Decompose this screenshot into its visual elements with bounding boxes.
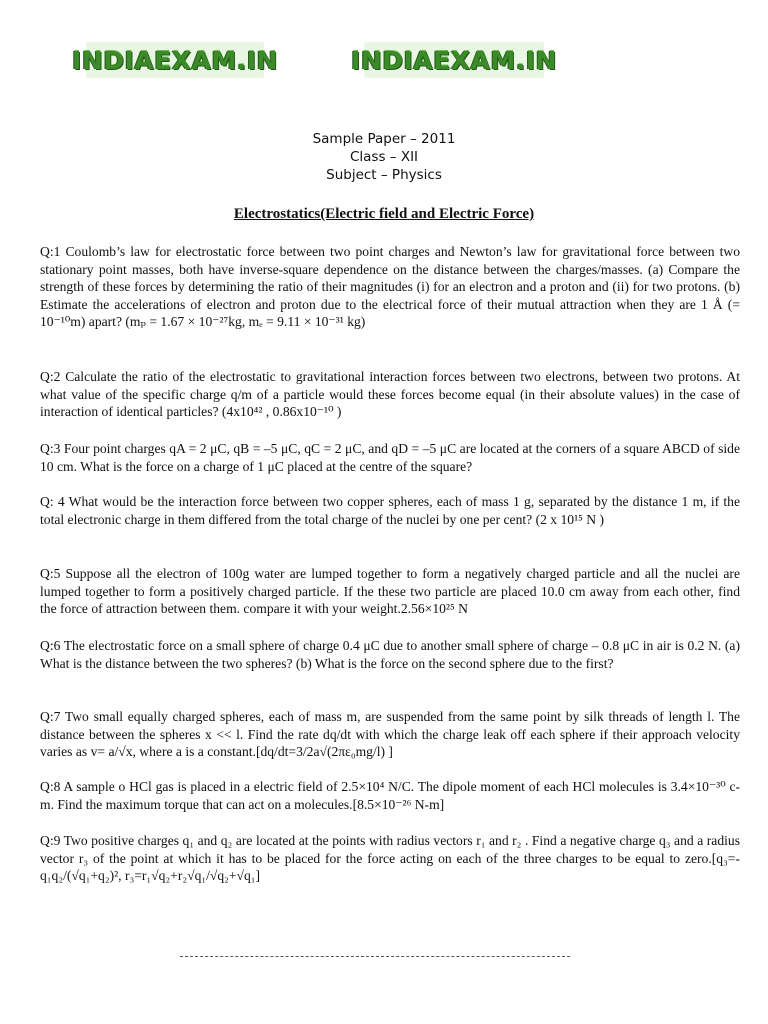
question-1: Q:1 Coulomb’s law for electrostatic force between two point charges and Newton’s law for gravitational force between two stationary point masses, both have inverse-square dependence on the distance between the charges/masses. (a) Compare the strength of these forces by determining the ratio of their magnitudes (i) for an electron and a proton and (ii) for two protons. (b) Estimate the accelerations of electron and proton due to the electrical force of their mutual attraction when they are 1 Å (= 10⁻¹⁰m) apart? (mₚ = 1.67 × 10⁻²⁷kg, mₑ = 9.11 × 10⁻³¹ kg) <box>40 244 740 329</box>
logo-text: INDIAEXAM.IN <box>72 45 278 75</box>
question-8: Q:8 A sample o HCl gas is placed in a electric field of 2.5×10⁴ N/C. The dipole moment of each HCl molecules is 3.4×10⁻³⁰ c-m. Find the maximum torque that can act on a molecules.[8.5×10⁻²⁶ N-m] <box>40 779 740 812</box>
indiaexam-logo-left <box>72 38 278 82</box>
header-line-class: Class – XII <box>349 149 419 165</box>
question-7: Q:7 Two small equally charged spheres, each of mass m, are suspended from the same point by silk threads of length l. The distance between the spheres x << l. Find the rate dq/dt with which the charge leak off each sphere if their approach velocity varies as v= a/√x, where a is a constant.[dq/dt=3/2a√(2πε₀mg/l) ] <box>40 709 740 759</box>
question-5: Q:5 Suppose all the electron of 100g water are lumped together to form a negatively charged particle and all the nuclei are lumped together to form a positively charged particle. If the these two particle are placed 10.0 cm away from each other, find the force of attraction between them. compare it with your weight.2.56×10²⁵ N <box>40 566 740 616</box>
indiaexam-logo-right <box>351 38 557 82</box>
footer-divider <box>180 956 570 957</box>
logo-text: INDIAEXAM.IN <box>351 45 557 75</box>
section-title: Electrostatics(Electric field and Electric Force) <box>233 206 535 222</box>
question-4: Q: 4 What would be the interaction force between two copper spheres, each of mass 1 g, separated by the distance 1 m, if the total electronic charge in them differed from the total charge of the nuclei by one per cent? (2 x 10¹⁵ N ) <box>40 494 740 527</box>
question-6: Q:6 The electrostatic force on a small sphere of charge 0.4 μC due to another small sphere of charge – 0.8 μC in air is 0.2 N. (a) What is the distance between the two spheres? (b) What is the force on the second sphere due to the first? <box>40 638 740 671</box>
question-3: Q:3 Four point charges qA = 2 μC, qB = –5 μC, qC = 2 μC, and qD = –5 μC are located at the corners of a square ABCD of side 10 cm. What is the force on a charge of 1 μC placed at the centre of the square? <box>40 441 740 474</box>
question-2: Q:2 Calculate the ratio of the electrostatic to gravitational interaction forces between two electrons, between two protons. At what value of the specific charge q/m of a particle would these forces become equal (in their absolute values) in the case of interaction of identical particles? (4x10⁴² , 0.86x10⁻¹⁰ ) <box>40 369 740 419</box>
header-line-paper: Sample Paper – 2011 <box>312 131 456 147</box>
question-9: Q:9 Two positive charges q₁ and q₂ are located at the points with radius vectors r₁ and r₂ . Find a negative charge q₃ and a radius vector r₃ of the point at which it has to be placed for the force acting on each of the three charges to be equal to zero.[q₃=-q₁q₂/(√q₁+q₂)², r₃=r₁√q₂+r₂√q₁/√q₂+√q₁] <box>40 833 740 883</box>
header-line-subject: Subject – Physics <box>326 167 442 183</box>
paper-header <box>0 130 768 184</box>
